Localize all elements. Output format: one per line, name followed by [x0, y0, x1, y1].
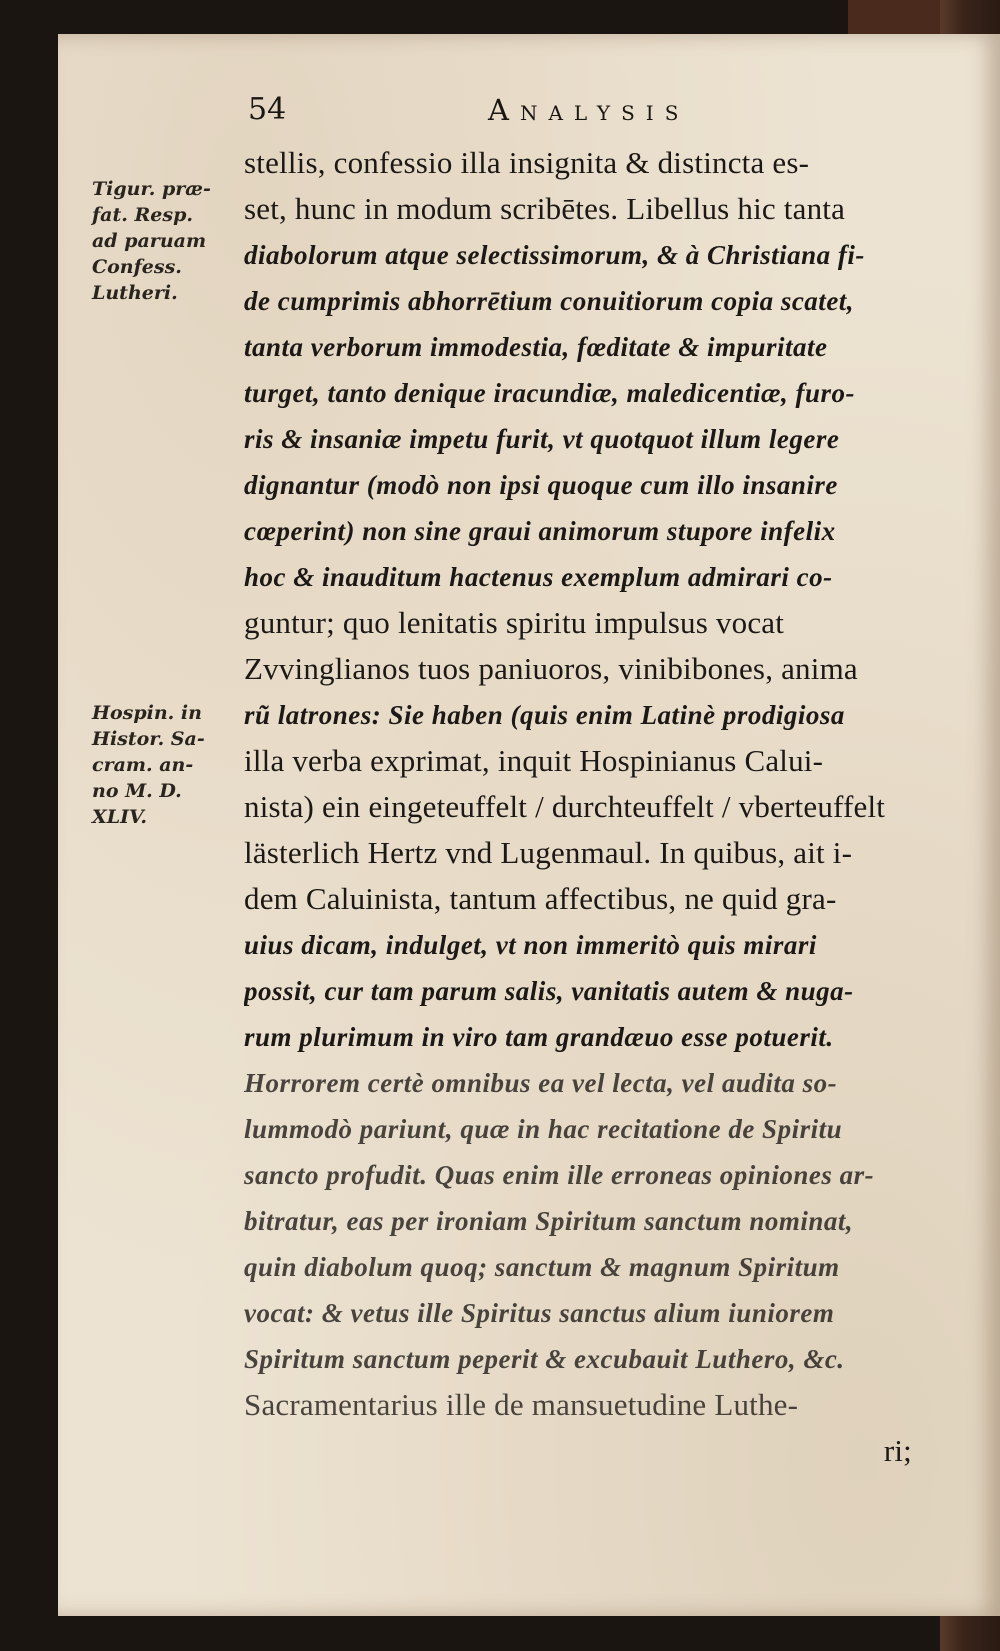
body-line: turget, tanto denique iracundiæ, maledicentiæ, furo-	[244, 378, 856, 408]
margin-note-line: no M. D.	[92, 780, 182, 802]
body-line: sancto profudit. Quas enim ille erroneas opiniones ar-	[244, 1160, 875, 1190]
margin-note-line: Lutheri.	[92, 282, 178, 304]
body-line: vocat: & vetus ille Spiritus sanctus alium iuniorem	[244, 1298, 835, 1328]
body-line: hoc & inauditum hactenus exemplum admirari co-	[244, 562, 833, 592]
body-line: dignantur (modò non ipsi quoque cum illo insanire	[244, 470, 838, 500]
page-number: 54	[248, 92, 287, 127]
margin-note-line: Tigur. præ-	[92, 178, 211, 200]
body-line: bitratur, eas per ironiam Spiritum sanctum nominat,	[244, 1206, 854, 1236]
margin-note-line: Confess.	[92, 256, 182, 278]
margin-note-line: cram. an-	[92, 754, 194, 776]
body-line: Zvvinglianos tuos paniuoros, vinibibones, anima	[244, 651, 858, 686]
margin-note-line: Hospin. in	[92, 702, 202, 724]
body-line: lummodò pariunt, quæ in hac recitatione de Spiritu	[244, 1114, 843, 1144]
body-line: cœperint) non sine graui animorum stupore infelix	[244, 516, 836, 546]
body-line: diabolorum atque selectissimorum, & à Christiana fi-	[244, 240, 865, 270]
body-line: Spiritum sanctum peperit & excubauit Luthero, &c.	[244, 1344, 845, 1374]
body-line: rũ latrones: Sie haben (quis enim Latinè prodigiosa	[244, 700, 845, 730]
margin-note-hospinian	[92, 700, 242, 830]
margin-note-line: fat. Resp.	[92, 204, 193, 226]
body-line: tanta verborum immodestia, fœditate & impuritate	[244, 332, 828, 362]
margin-note-line: XLIV.	[92, 806, 148, 828]
body-line: rum plurimum in viro tam grandæuo esse potuerit.	[244, 1022, 834, 1052]
body-line: stellis, confessio illa insignita & distincta es-	[244, 145, 810, 180]
margin-note-tigurini	[92, 176, 242, 306]
margin-note-line: Histor. Sa-	[92, 728, 205, 750]
body-line: Horrorem certè omnibus ea vel lecta, vel audita so-	[244, 1068, 838, 1098]
body-line: guntur; quo lenitatis spiritu impulsus vocat	[244, 605, 785, 640]
body-line: set, hunc in modum scribētes. Libellus hic tanta	[244, 191, 846, 226]
catchword: ri;	[883, 1433, 912, 1468]
body-line: Sacramentarius ille de mansuetudine Luthe-	[244, 1387, 799, 1422]
body-line: ris & insaniæ impetu furit, vt quotquot illum legere	[244, 424, 840, 454]
body-line: illa verba exprimat, inquit Hospinianus Calui-	[244, 743, 824, 778]
body-line: lästerlich Hertz vnd Lugenmaul. In quibus, ait i-	[244, 835, 853, 870]
body-line: de cumprimis abhorrētium conuitiorum copia scatet,	[244, 286, 855, 316]
body-text	[244, 140, 920, 1474]
body-line: possit, cur tam parum salis, vanitatis autem & nuga-	[244, 976, 854, 1006]
body-line: dem Caluinista, tantum affectibus, ne quid gra-	[244, 881, 837, 916]
running-title: Analysis	[488, 93, 690, 127]
body-line: quin diabolum quoq; sanctum & magnum Spiritum	[244, 1252, 840, 1282]
body-line: uius dicam, indulget, vt non immeritò quis mirari	[244, 930, 817, 960]
page-header	[248, 92, 808, 132]
margin-note-line: ad paruam	[92, 230, 207, 252]
body-line: nista) ein eingeteuffelt / durchteuffelt / vberteuffelt	[244, 789, 886, 824]
